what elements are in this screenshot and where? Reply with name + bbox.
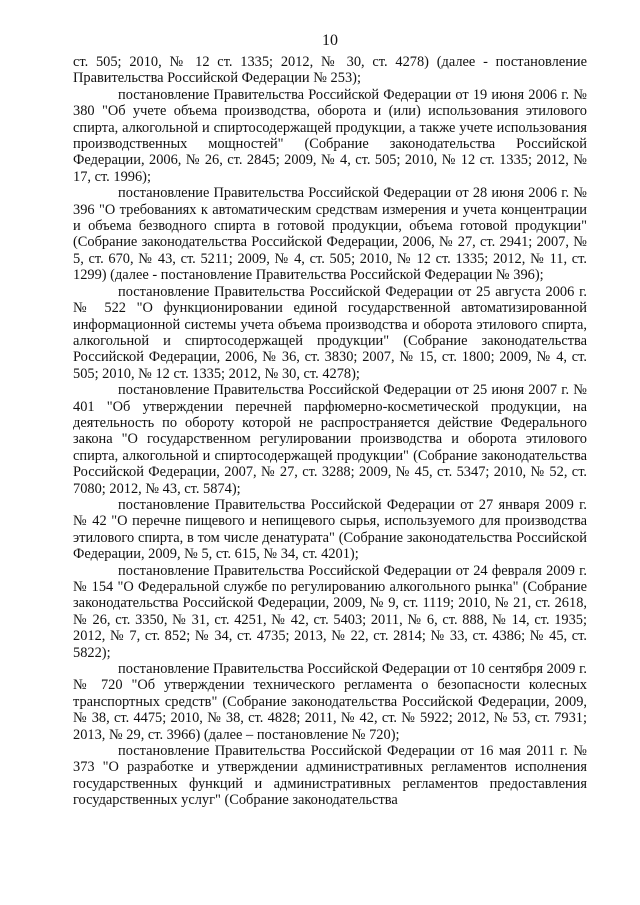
page-number: 10 — [322, 32, 338, 49]
paragraph-decree-396: постановление Правительства Российской Федерации от 28 июня 2006 г. № 396 "О требованиях к автоматическим средствам измерения и учета концентрации и объема безводного спирта в готовой продукции, объема готовой продукции" (Собрание законодательства Российской Федерации, 2006, № 27, ст. 2941; 2007, № 5, ст. 670, № 43, ст. 5211; 2009, № 4, ст. 505; 2010, № 12 ст. 1335; 2012, № 11, ст. 1299) (далее - постановление Правительства Российской Федерации № 396); — [73, 185, 587, 284]
paragraph-continuation: ст. 505; 2010, № 12 ст. 1335; 2012, № 30, ст. 4278) (далее - постановление Правительства Российской Федерации № 253); — [73, 54, 587, 87]
paragraph-decree-522: постановление Правительства Российской Федерации от 25 августа 2006 г. № 522 "О функционировании единой государственной автоматизированной информационной системы учета объема производства и оборота этилового спирта, алкогольной и спиртосодержащей продукции" (Собрание законодательства Российской Федерации, 2006, № 36, ст. 3830; 2007, № 15, ст. 1800; 2009, № 4, ст. 505; 2010, № 12 ст. 1335; 2012, № 30, ст. 4278); — [73, 283, 587, 382]
paragraph-decree-42: постановление Правительства Российской Федерации от 27 января 2009 г. № 42 "О перечне пищевого и непищевого сырья, используемого для производства этилового спирта, в том числе денатурата" (Собрание законодательства Российской Федерации, 2009, № 5, ст. 615, № 34, ст. 4201); — [73, 496, 587, 563]
paragraph-decree-380: постановление Правительства Российской Федерации от 19 июня 2006 г. № 380 "Об учете объема производства, оборота и (или) использования этилового спирта, алкогольной и спиртосодержащей продукции, а также учете использования производственных мощностей" (Собрание законодательства Российской Федерации, 2006, № 26, ст. 2845; 2009, № 4, ст. 505; 2010, № 12 ст. 1335; 2012, № 17, ст. 1996); — [73, 86, 587, 185]
paragraph-decree-154: постановление Правительства Российской Федерации от 24 февраля 2009 г. № 154 "О Федеральной службе по регулированию алкогольного рынка" (Собрание законодательства Российской Федерации, 2009, № 9, ст. 1119; 2010, № 21, ст. 2618, № 26, ст. 3350, № 31, ст. 4251, № 42, ст. 5403; 2011, № 6, ст. 888, № 14, ст. 1935; 2012, № 7, ст. 852; № 34, ст. 4735; 2013, № 22, ст. 2814; № 33, ст. 4386; № 45, ст. 5822); — [73, 562, 587, 661]
paragraph-decree-720: постановление Правительства Российской Федерации от 10 сентября 2009 г. № 720 "Об утверждении технического регламента о безопасности колесных транспортных средств" (Собрание законодательства Российской Федерации, 2009, № 38, ст. 4475; 2010, № 38, ст. 4828; 2011, № 42, ст. № 5922; 2012, № 53, ст. 7931; 2013, № 29, ст. 3966) (далее – постановление № 720); — [73, 661, 587, 743]
document-page — [73, 32, 587, 809]
paragraph-decree-373: постановление Правительства Российской Федерации от 16 мая 2011 г. № 373 "О разработке и утверждении административных регламентов исполнения государственных функций и административных регламентов предоставления государственных услуг" (Собрание законодательства — [73, 743, 587, 809]
paragraph-decree-401: постановление Правительства Российской Федерации от 25 июня 2007 г. № 401 "Об утверждении перечней парфюмерно-косметической продукции, на деятельность по обороту которой не распространяется действие Федерального закона "О государственном регулировании производства и оборота этилового спирта, алкогольной и спиртосодержащей продукции" (Собрание законодательства Российской Федерации, 2007, № 27, ст. 3288; 2009, № 45, ст. 5347; 2010, № 52, ст. 7080; 2012, № 43, ст. 5874); — [73, 382, 587, 497]
